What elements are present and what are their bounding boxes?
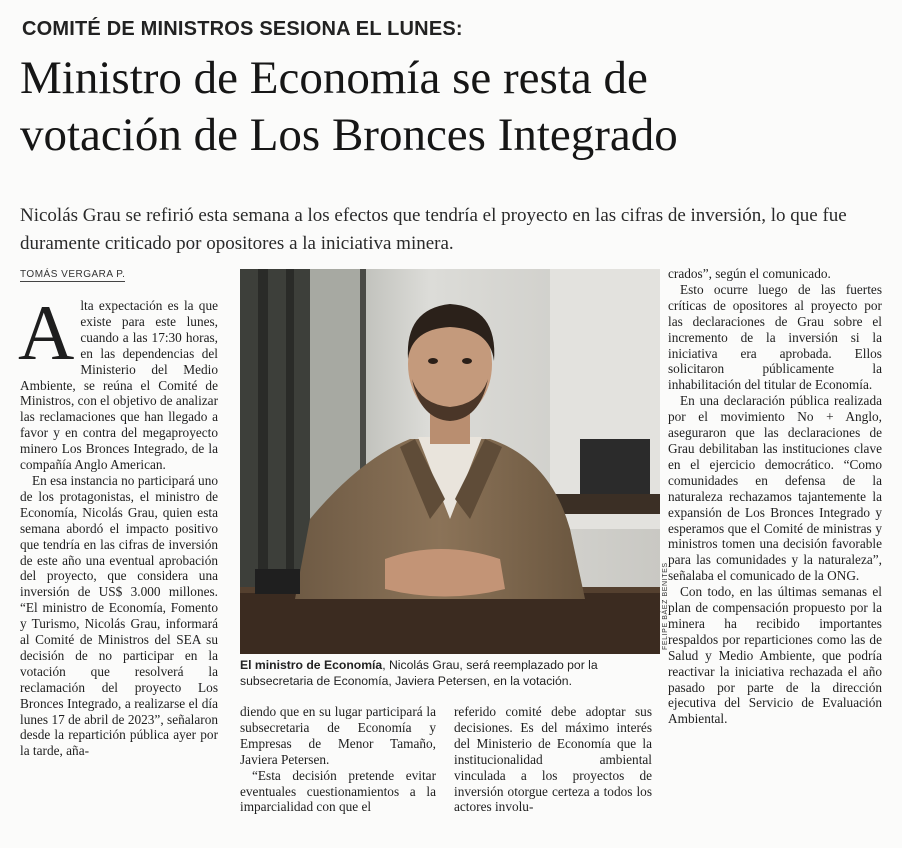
article-paragraph: crados”, según el comunicado. bbox=[668, 266, 831, 281]
headline-line-1: Ministro de Economía se resta de bbox=[20, 52, 648, 104]
caption-lead: El ministro de Economía bbox=[240, 658, 383, 672]
article-column-2 bbox=[240, 704, 436, 815]
paragraph-text: lta expectación es la que existe para este lunes, cuando a las 17:30 horas, en las dependencias del Ministerio del Medio Ambiente, se reúna el Comité de Ministros, con el objetivo de analizar las reclamaciones que han llegado a favor y en contra del megaproyecto minero Los Bronces Integrado, de la compañía Anglo American. bbox=[20, 298, 218, 473]
kicker: COMITÉ DE MINISTROS SESIONA EL LUNES: bbox=[22, 18, 463, 40]
article-paragraph: referido comité debe adoptar sus decisiones. Es del máximo interés del Ministerio de Economía que la institucionalidad ambiental vinculada a los proyectos de inversión otorgue certeza a todos los actores involu- bbox=[454, 704, 652, 815]
article-paragraph: Con todo, en las últimas semanas el plan de compensación propuesto por la minera ha recibido importantes respaldos por reparticiones como las de Salud y Medio Ambiente, que podría reactivar la iniciativa rechazada el año pasado por parte de la dirección ejecutiva del Servicio de Evaluación Ambiental. bbox=[668, 584, 882, 727]
article-paragraph: diendo que en su lugar participará la subsecretaria de Economía y Empresas de Menor Tamaño, Javiera Petersen. bbox=[240, 704, 436, 767]
article-paragraph bbox=[18, 289, 218, 473]
article-column-4 bbox=[668, 266, 882, 727]
article-paragraph: “Esta decisión pretende evitar eventuales cuestionamientos a la imparcialidad con que el bbox=[240, 767, 436, 815]
article-column-3 bbox=[454, 704, 652, 815]
article-paragraph: Esto ocurre luego de las fuertes críticas de opositores al proyecto por las declaraciones de Grau sobre el incremento de la inversión si la iniciativa era aprobada. Ellos solicitaron públicamente la inhabilitación del titular de Economía. bbox=[668, 281, 882, 393]
article-column-1 bbox=[18, 289, 218, 759]
drop-cap: A bbox=[18, 289, 75, 376]
photo-caption bbox=[240, 657, 660, 689]
minister-photo bbox=[240, 269, 660, 654]
headline bbox=[20, 50, 890, 164]
headline-line-2: votación de Los Bronces Integrado bbox=[20, 109, 678, 161]
article-paragraph: En esa instancia no participará uno de los protagonistas, el ministro de Economía, Nicolás Grau, quien esta semana abordó el impacto positivo que tendría en las cifras de inversión de este año una eventual aprobación del proyecto, que considera una inversión de US$ 3.000 millones. “El ministro de Economía, Fomento y Turismo, Nicolás Grau, informará al Comité de Ministros del SEA su decisión de no participar en la votación que resolverá la reclamación del proyecto Los Bronces Integrado, a realizarse el día lunes 17 de abril de 2023”, señalaron desde la repartición pública ayer por la tarde, aña- bbox=[20, 472, 218, 759]
article-paragraph: En una declaración pública realizada por el movimiento No + Anglo, aseguraron que las declaraciones de Grau debilitaban las instituciones clave en el ejercicio democrático. “Como comunidades en defensa de la naturaleza rechazamos tajantemente la expansión de Los Bronces Integrado y esperamos que el Comité de ministras y ministros tomen una decisión favorable para las comunidades y la naturaleza”, señalaba el comunicado de la ONG. bbox=[668, 393, 882, 584]
photo-illustration bbox=[240, 269, 660, 654]
deck-summary: Nicolás Grau se refirió esta semana a los efectos que tendría el proyecto en las cifras de inversión, lo que fue duramente criticado por opositores a la iniciativa minera. bbox=[20, 205, 847, 254]
caption-text: , Nicolás Grau, será reemplazado por la subsecretaria de Economía, Javiera Petersen, en la votación. bbox=[240, 658, 598, 688]
photo-credit: FELIPE BÁEZ BENITES bbox=[662, 562, 669, 650]
byline: TOMÁS VERGARA P. bbox=[20, 269, 126, 280]
